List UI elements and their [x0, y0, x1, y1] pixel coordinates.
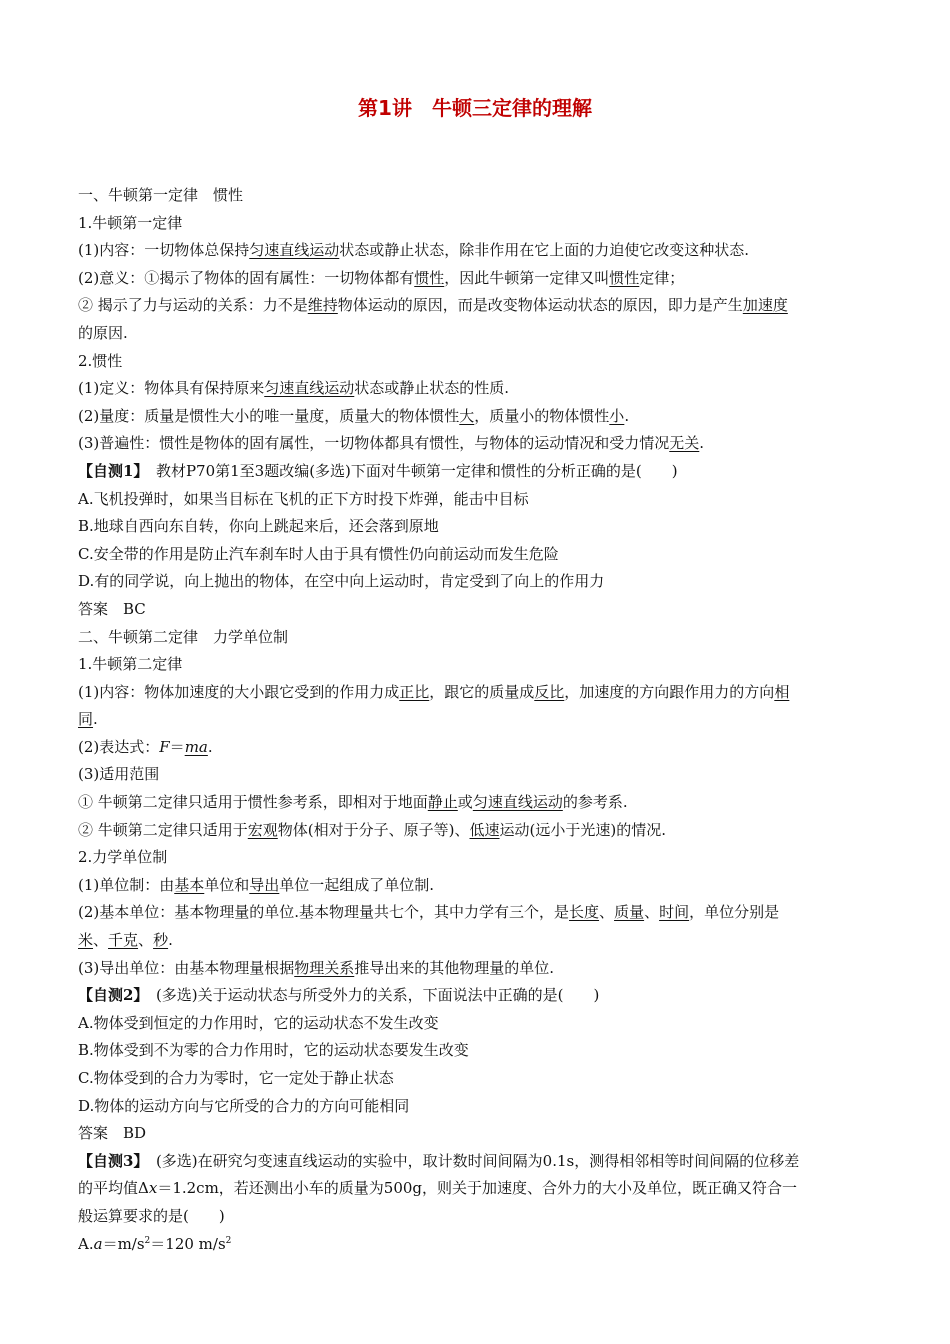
- page-title: 第1讲 牛顿三定律的理解: [358, 96, 592, 120]
- blank-answer: 导出: [249, 875, 280, 894]
- blank-answer: 静止: [427, 793, 458, 812]
- blank-answer: 质量: [614, 903, 645, 922]
- subheading-unit-system: 2.力学单位制: [78, 848, 168, 867]
- option-d: D.物体的运动方向与它所受的合力的方向可能相同: [78, 1096, 410, 1115]
- answer: 答案 BC: [78, 599, 146, 618]
- scope-heading: (3)适用范围: [78, 765, 160, 784]
- self-test-label: 【自测2】: [78, 986, 149, 1005]
- option-a: A.物体受到恒定的力作用时，它的运动状态不发生改变: [78, 1013, 439, 1032]
- blank-answer: 小: [609, 406, 625, 425]
- blank-answer: 匀速直线运动: [264, 379, 355, 398]
- first-law-meaning: (2)意义：①揭示了物体的固有属性：一切物体都有惯性，因此牛顿第一定律又叫惯性定律；: [78, 268, 685, 287]
- inertia-measure: (2)量度：质量是惯性大小的唯一量度，质量大的物体惯性大，质量小的物体惯性小.: [78, 406, 630, 425]
- derived-units: (3)导出单位：由基本物理量根据物理关系推导出来的其他物理量的单位.: [78, 958, 555, 977]
- section-heading-2: 二、牛顿第二定律 力学单位制: [78, 627, 289, 646]
- blank-answer: 匀速直线运动: [472, 793, 563, 812]
- option-c: C.安全带的作用是防止汽车刹车时人由于具有惯性仍向前运动而发生危险: [78, 544, 559, 563]
- document-body: [78, 182, 878, 1258]
- blank-answer: ma: [184, 737, 208, 756]
- self-test-2-stem: 【自测2】 (多选)关于运动状态与所受外力的关系，下面说法中正确的是( ): [78, 986, 600, 1005]
- blank-answer: 宏观: [247, 820, 278, 839]
- inertia-definition: (1)定义：物体具有保持原来匀速直线运动状态或静止状态的性质.: [78, 379, 510, 398]
- option-b: B.地球自西向东自转，你向上跳起来后，还会落到原地: [78, 517, 439, 536]
- first-law-meaning-2: ② 揭示了力与运动的关系：力不是维持物体运动的原因，而是改变物体运动状态的原因，即力是产生加速度: [78, 296, 788, 315]
- inertia-universality: (3)普遍性：惯性是物体的固有属性，一切物体都具有惯性，与物体的运动情况和受力情况无关.: [78, 434, 705, 453]
- subheading-inertia: 2.惯性: [78, 351, 123, 370]
- first-law-meaning-2-cont: 的原因.: [78, 323, 128, 342]
- option-b: B.物体受到不为零的合力作用时，它的运动状态要发生改变: [78, 1041, 469, 1060]
- blank-answer: 米: [78, 931, 94, 950]
- option-a: $A.a=m/s^2=120$ $m/s^2$: [78, 1234, 232, 1253]
- blank-answer: 时间: [659, 903, 690, 922]
- subheading-newton-second-law: 1.牛顿第二定律: [78, 655, 183, 674]
- second-law-formula: (2)表达式：F＝ma.: [78, 737, 213, 756]
- self-test-label: 【自测3】: [78, 1151, 149, 1170]
- second-law-content-cont: 同.: [78, 710, 98, 729]
- blank-answer: 匀速直线运动: [249, 241, 340, 260]
- blank-answer: 物理关系: [294, 958, 355, 977]
- blank-answer: 惯性: [609, 268, 640, 287]
- first-law-content: (1)内容：一切物体总保持匀速直线运动状态或静止状态，除非作用在它上面的力迫使它改变这种状态.: [78, 241, 750, 260]
- second-law-content: (1)内容：物体加速度的大小跟它受到的作用力成正比，跟它的质量成反比，加速度的方向跟作用力的方向相: [78, 682, 790, 701]
- blank-answer: 反比: [534, 682, 565, 701]
- blank-answer: 同: [78, 710, 94, 729]
- blank-answer: 正比: [399, 682, 430, 701]
- blank-answer: 惯性: [414, 268, 445, 287]
- blank-answer: 无关: [669, 434, 700, 453]
- section-heading-1: 一、牛顿第一定律 惯性: [78, 186, 244, 204]
- self-test-label: 【自测1】: [78, 461, 149, 480]
- blank-answer: 千克: [108, 931, 139, 950]
- self-test-3-stem-3: 般运算要求的是( ): [78, 1206, 225, 1225]
- blank-answer: 长度: [569, 903, 600, 922]
- scope-1: ① 牛顿第二定律只适用于惯性参考系，即相对于地面静止或匀速直线运动的参考系.: [78, 793, 628, 812]
- option-c: C.物体受到的合力为零时，它一定处于静止状态: [78, 1069, 394, 1087]
- self-test-1-stem: 【自测1】 教材P70第1至3题改编(多选)下面对牛顿第一定律和惯性的分析正确的是( ): [78, 461, 678, 480]
- scope-2: ② 牛顿第二定律只适用于宏观物体(相对于分子、原子等)、低速运动(远小于光速)的情况.: [78, 820, 667, 839]
- answer: 答案 BD: [78, 1124, 147, 1143]
- blank-answer: 秒: [153, 931, 169, 950]
- blank-answer: 相: [774, 682, 790, 701]
- option-d: D.有的同学说，向上抛出的物体，在空中向上运动时，肯定受到了向上的作用力: [78, 572, 605, 591]
- blank-answer: 维持: [307, 296, 338, 315]
- blank-answer: 低速: [469, 820, 500, 839]
- blank-answer: 大: [459, 406, 475, 425]
- blank-answer: 加速度: [742, 296, 788, 315]
- base-units: (2)基本单位：基本物理量的单位.基本物理量共七个，其中力学有三个，是长度、质量、时间，单位分别是: [78, 903, 780, 922]
- self-test-3-stem-2: 的平均值Δx＝1.2cm，若还测出小车的质量为500g，则关于加速度、合外力的大小及单位，既正确又符合一: [78, 1179, 798, 1198]
- self-test-3-stem: 【自测3】 (多选)在研究匀变速直线运动的实验中，取计数时间间隔为0.1s，测得相邻相等时间间隔的位移差: [78, 1151, 800, 1170]
- subheading-newton-first-law: 1.牛顿第一定律: [78, 213, 183, 232]
- base-units-cont: 米、千克、秒.: [78, 931, 173, 950]
- option-a: A.飞机投弹时，如果当目标在飞机的正下方时投下炸弹，能击中目标: [78, 489, 529, 508]
- unit-system: (1)单位制：由基本单位和导出单位一起组成了单位制.: [78, 875, 435, 894]
- blank-answer: 基本: [174, 875, 205, 894]
